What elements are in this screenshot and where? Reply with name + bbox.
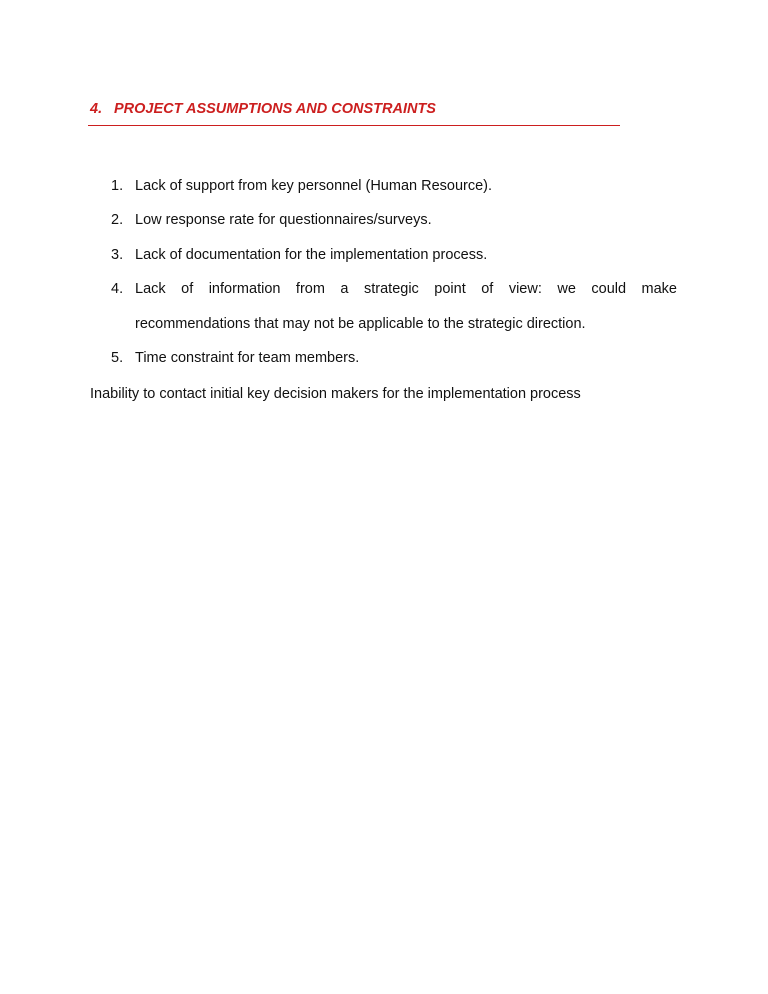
list-item-line: Lack of support from key personnel (Human Resource). xyxy=(135,178,493,194)
list-item-line: recommendations that may not be applicable to the strategic direction. xyxy=(135,316,586,332)
list-item-continuation xyxy=(135,315,677,333)
trailing-paragraph: Inability to contact initial key decision makers for the implementation process xyxy=(90,386,581,402)
list-item-text xyxy=(135,280,677,298)
list-item-number: 2. xyxy=(111,212,124,228)
list-item-line: Time constraint for team members. xyxy=(135,350,360,366)
list-item-text xyxy=(135,246,677,264)
section-number: 4. xyxy=(90,101,103,117)
list-item-number: 5. xyxy=(111,350,124,366)
list-item-number: 1. xyxy=(111,178,124,194)
list-item-line: Low response rate for questionnaires/surveys. xyxy=(135,212,432,228)
heading-underline xyxy=(88,125,620,126)
list-item-text xyxy=(135,211,677,229)
list-item-line: Lack of information from a strategic point of view: we could make xyxy=(135,281,677,297)
list-item-text xyxy=(135,349,677,367)
list-item-number: 4. xyxy=(111,281,124,297)
section-title: PROJECT ASSUMPTIONS AND CONSTRAINTS xyxy=(114,101,436,117)
section-heading xyxy=(90,101,436,117)
list-item-line: Lack of documentation for the implementation process. xyxy=(135,247,488,263)
list-item-number: 3. xyxy=(111,247,124,263)
list-item-text xyxy=(135,177,677,195)
